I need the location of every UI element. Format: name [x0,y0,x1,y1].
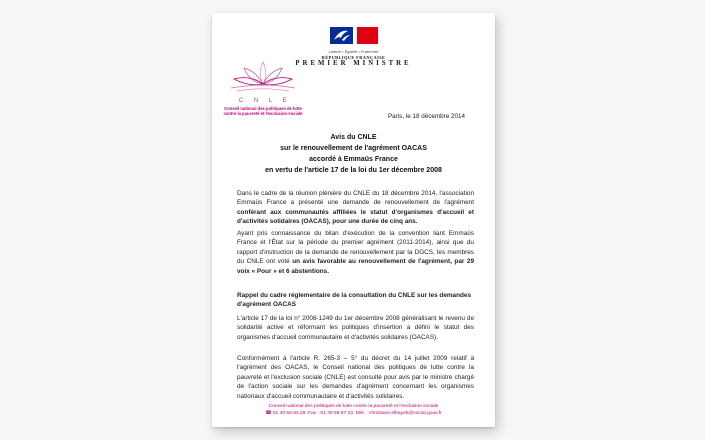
cnle-acronym: C N L E [238,98,292,104]
premier-ministre-label: PREMIER MINISTRE [295,60,412,67]
paragraph-2: Ayant pris connaissance du bilan d'exécution de la convention liant Emmaüs France et l'État sur la période du premier agrément (2011-2014), ainsi que du rapport d'instruction de la demande de renouvellement par la DGCS, les membres du CNLE ont voté un avis favorable au renouvellement de l'agrément, par 29 voix « Pour » et 6 abstentions. [237,230,474,275]
paragraph-4: Conformément à l'article R. 265-3 – 5° du décret du 14 juillet 2009 relatif à l'agrément des OACAS, le Conseil national des politiques de lutte contre la pauvreté et l'exclusion sociale (CNLE) est consulté pour avis par le ministre chargé de l'action sociale sur les demandes d'agrément concernant les organismes nationaux d'accueil communautaire et d'activités solidaires. [237,355,474,400]
title-line-4: en vertu de l'article 17 de la loi du 1er décembre 2008 [265,167,442,174]
cnle-org-name: Conseil national des politiques de lutte contre la pauvreté et l'exclusion sociale [223,106,303,116]
page-footer [212,404,495,417]
title-line-1: Avis du CNLE [330,134,377,141]
paragraph-3: L'article 17 de la loi n° 2008-1249 du 1er décembre 2008 généralisant le revenu de solidarité active et réformant les politiques d'insertion a défini le statut des organismes d'accueil communautaire et d'activités solidaires (OACAS). [237,315,474,341]
french-flag-icon [330,27,378,44]
document-title [212,132,495,176]
title-line-3: accordé à Emmaüs France [309,156,398,163]
section-heading: Rappel du cadre réglementaire de la consultation du CNLE sur les demandes d'agrément OACAS [237,292,472,309]
cnle-flower-icon [227,61,299,93]
title-line-2: sur le renouvellement de l'agrément OACAS [280,145,427,152]
french-republic-logo [212,27,495,60]
republic-motto: Liberté • Égalité • Fraternité [328,50,379,54]
paragraph-1: Dans le cadre de la réunion plénière du CNLE du 18 décembre 2014, l'association Emmaüs France a présenté une demande de renouvellement de l'agrément conférant aux communautés affiliées le statut d'organismes d'accueil et d'activités solidaires (OACAS), pour une durée de cinq ans. [237,190,474,226]
footer-contact-line: ☎ 01 40 56 83 26. Fax : 01 40 56 87 23. Mél. : christiane.elhayek@social.gouv.fr [265,410,442,416]
date-line: Paris, le 18 décembre 2014 [387,113,465,120]
cnle-logo [222,61,304,116]
footer-org-line: Conseil national des politiques de lutte contre la pauvreté et l'exclusion sociale [268,404,439,409]
republic-name: RÉPUBLIQUE FRANÇAISE [321,54,386,60]
document-page [212,13,495,427]
